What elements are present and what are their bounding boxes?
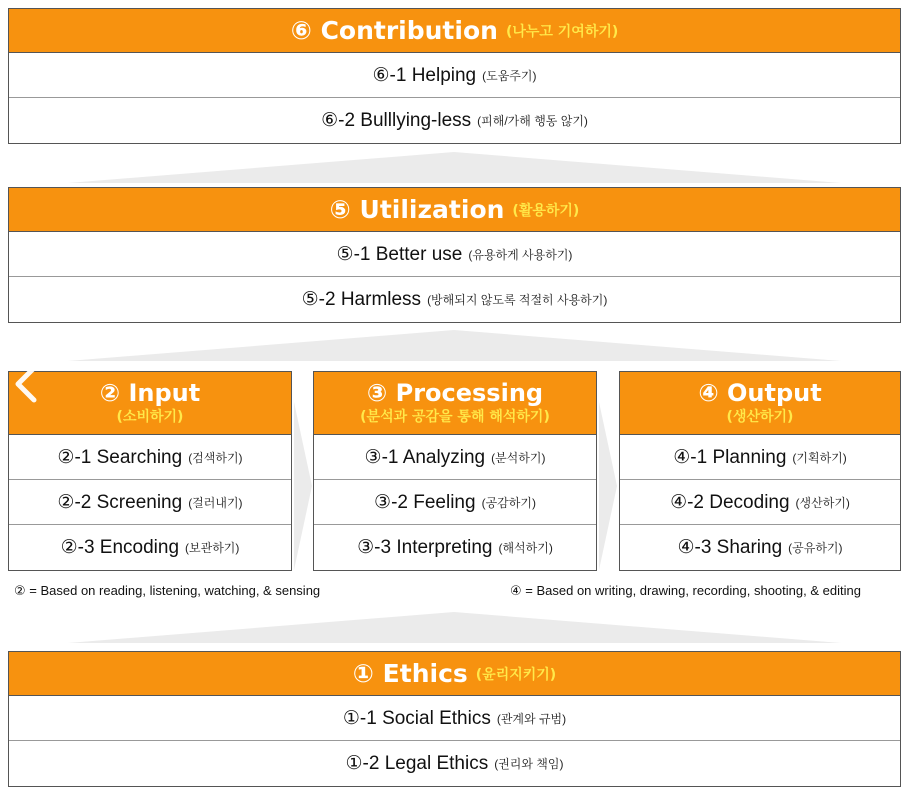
ethics-item	[9, 696, 900, 741]
item-korean: (검색하기)	[188, 450, 243, 465]
utilization-box	[8, 187, 901, 323]
item-label: ⑥-2 Bulllying-less	[321, 110, 472, 131]
processing-item	[314, 435, 596, 480]
output-item	[620, 525, 900, 570]
chevron-right-arrow	[292, 402, 314, 570]
item-label: ①-2 Legal Ethics	[345, 753, 489, 774]
item-label: ⑤-1 Better use	[336, 243, 463, 265]
upward-band-arrow	[8, 148, 901, 188]
input-header	[9, 372, 291, 435]
item-label: ①-1 Social Ethics	[342, 707, 491, 729]
utilization-korean: (활용하기)	[512, 202, 580, 219]
contribution-title: ⑥ Contribution	[290, 16, 498, 45]
item-label: ②-3 Encoding	[60, 537, 180, 558]
processing-item	[314, 525, 596, 570]
item-korean: (공감하기)	[481, 495, 536, 510]
input-item	[9, 525, 291, 570]
utilization-title: ⑤ Utilization	[329, 195, 505, 224]
chevron-right-arrow	[597, 402, 619, 570]
input-item	[9, 435, 291, 480]
processing-item	[314, 480, 596, 525]
item-korean: (분석하기)	[491, 450, 546, 465]
item-label: ③-1 Analyzing	[364, 446, 486, 468]
item-korean: (방해되지 않도록 적절히 사용하기)	[427, 293, 608, 307]
ethics-header	[9, 652, 900, 696]
item-label: ⑤-2 Harmless	[301, 289, 422, 310]
item-korean: (유용하게 사용하기)	[468, 247, 573, 262]
processing-box	[313, 371, 597, 571]
output-box	[619, 371, 901, 571]
input-box	[8, 371, 292, 571]
output-korean: (생산하기)	[726, 409, 794, 425]
contribution-box	[8, 8, 901, 144]
item-korean: (기획하기)	[792, 450, 847, 465]
item-korean: (생산하기)	[795, 495, 850, 510]
upward-band-arrow	[8, 608, 901, 648]
input-korean: (소비하기)	[116, 409, 184, 425]
item-label: ②-1 Searching	[57, 446, 183, 468]
chevron-left-icon[interactable]	[10, 364, 40, 404]
item-korean: (권리와 책임)	[494, 757, 564, 771]
item-korean: (해석하기)	[498, 541, 553, 555]
upward-band-arrow	[8, 326, 901, 366]
utilization-item	[9, 232, 900, 277]
item-korean: (걸러내기)	[188, 495, 243, 510]
contribution-korean: (나누고 기여하기)	[505, 23, 619, 40]
item-label: ⑥-1 Helping	[372, 64, 477, 86]
input-footnote: ② = Based on reading, listening, watching, & sensing	[14, 583, 321, 598]
utilization-item	[9, 277, 900, 322]
processing-title: ③ Processing	[366, 379, 544, 407]
output-item	[620, 480, 900, 525]
item-label: ③-2 Feeling	[374, 491, 476, 513]
item-label: ③-3 Interpreting	[357, 537, 493, 558]
item-korean: (공유하기)	[788, 541, 843, 555]
ethics-item	[9, 741, 900, 786]
contribution-header	[9, 9, 900, 53]
utilization-header	[9, 188, 900, 232]
ethics-box	[8, 651, 901, 787]
processing-header	[314, 372, 596, 435]
processing-korean: (분석과 공감을 통해 해석하기)	[360, 409, 550, 425]
ethics-korean: (윤리지키기)	[475, 666, 557, 683]
ethics-title: ① Ethics	[352, 659, 468, 688]
item-label: ④-3 Sharing	[677, 537, 783, 558]
item-korean: (도움주기)	[482, 68, 537, 83]
output-title: ④ Output	[698, 379, 822, 407]
input-item	[9, 480, 291, 525]
input-title: ② Input	[99, 379, 201, 407]
output-header	[620, 372, 900, 435]
output-footnote: ④ = Based on writing, drawing, recording, shooting, & editing	[510, 583, 861, 598]
item-label: ④-1 Planning	[673, 446, 787, 468]
contribution-item	[9, 98, 900, 143]
item-korean: (피해/가해 행동 않기)	[477, 114, 588, 128]
item-label: ②-2 Screening	[57, 491, 183, 513]
item-korean: (관계와 규범)	[496, 711, 567, 726]
output-item	[620, 435, 900, 480]
item-korean: (보관하기)	[185, 541, 240, 555]
contribution-item	[9, 53, 900, 98]
item-label: ④-2 Decoding	[670, 491, 790, 513]
